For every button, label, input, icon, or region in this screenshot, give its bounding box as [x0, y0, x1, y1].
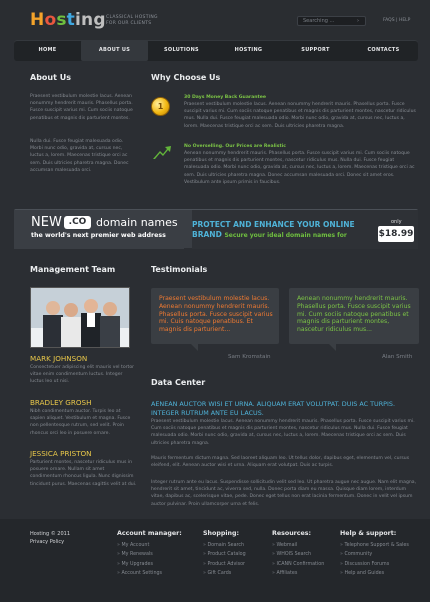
why-title: Why Choose Us	[151, 73, 221, 82]
logo[interactable]: Hosting	[30, 10, 106, 30]
datacenter-heading: AENEAN AUCTOR WISI ET URNA. ALIQUAM ERAT VOLUTPAT. DUIS AC TURPIS. INTEGER RUTRUM ANTE EU LACUS.	[151, 400, 395, 417]
datacenter-paragraph-2: Mauris fermentum dictum magna. Sed laoreet aliquam leo. Ut tellus dolor, dapibus eget, elementum vel, cursus eleifend, elit. Aenean auctor wisi et urna. Aliquam erat volutpat. Duis ac turpis.	[151, 456, 410, 469]
banner-price[interactable]: $18.99	[378, 226, 414, 242]
footer-link[interactable]: » Account Settings	[117, 569, 182, 578]
footer-col-account	[117, 530, 182, 578]
banner-protect: PROTECT AND ENHANCE YOUR ONLINE	[192, 220, 355, 229]
why-item1-text: Praesent vestibulum molestie lacus. Aenean nonummy hendrerit mauris. Phasellus porta. Fusce suscipit varius mi. Cum sociis natoque penatibus et magnis dis parturient montes, nascetur ridiculus mus. Nulla dui. Fusce feugiat malesuada odio. Morbi nunc odio, gravida at, cursus nec, luctus a, lorem. Maecenas tristique orci ac sem. Duis ultricies pharetra magna.	[184, 102, 416, 129]
datacenter-title: Data Center	[151, 378, 206, 387]
member-name-3[interactable]: JESSICA PRISTON	[30, 449, 92, 458]
banner-co-logo: .CO	[64, 216, 91, 229]
testimonial-2-tail	[329, 344, 336, 351]
footer-copy: Hosting © 2011	[30, 531, 71, 537]
banner-brand-word: BRAND	[192, 230, 222, 239]
tagline-line-2: FOR OUR CLIENTS	[106, 20, 152, 26]
datacenter-paragraph-1: Praesent vestibulum molestie lacus. Aenean nonummy hendrerit mauris. Phasellus porta. Fusce suscipit varius mi. Cum sociis natoque penatibus et magnis dis parturient montes, nascetur ridiculus mus. Nulla dui. Fusce feugiat malesuada odio. Morbi nunc odio, gravida at, cursus nec, luctus a, lorem. Maecenas tristique orci ac sem. Duis ultricies pharetra magna.	[151, 419, 415, 446]
footer-link[interactable]: » Help and Guides	[340, 569, 409, 578]
tagline	[106, 15, 158, 26]
testimonial-1-text: Praesent vestibulum molestie lacus. Aenean nonummy hendrerit mauris. Phasellus porta. Fusce suscipit varius mi. Cuis natoque penatibus. Et magnis dis parturient...	[159, 295, 273, 334]
footer-link[interactable]: » Discussion Forums	[340, 560, 409, 569]
nav-about-us[interactable]: ABOUT US	[81, 40, 148, 61]
footer-link[interactable]: » Telephone Support & Sales	[340, 541, 409, 550]
top-links[interactable]: FAQS | HELP	[383, 18, 411, 23]
footer-link[interactable]: » Domain Search	[203, 541, 246, 550]
main-nav	[14, 40, 418, 61]
banner-new: NEW	[31, 215, 62, 230]
search-input[interactable]	[297, 16, 366, 26]
footer-link[interactable]: » My Renewals	[117, 550, 182, 559]
footer-col-title: Resources:	[272, 530, 312, 537]
testimonial-1-author: Sam Kromstain	[228, 354, 271, 360]
tagline-line-1: CLASSICAL HOSTING	[106, 15, 158, 20]
banner-only: only	[391, 219, 402, 225]
footer-col-help	[340, 530, 409, 578]
banner-subtitle: the world's next premier web address	[31, 232, 166, 239]
nav-home[interactable]: HOME	[38, 47, 57, 53]
footer-link[interactable]: » My Upgrades	[117, 560, 182, 569]
footer-col-title: Shopping:	[203, 530, 240, 537]
member-text-2: Nibh condimentum auctor. Turpis leo at sapien aliquet. Vestibulum et magna. Fusce non pellentesque rutrum, sed velit. Proin rhoncus orci leo in posuere ornare.	[30, 409, 131, 436]
datacenter-paragraph-3: Integer rutrum ante eu lacus. Suspendisse sollicitudin velit sed leo. Ut pharetra augue nec augue. Nam elit magna, hendrerit sit amet, tincidunt ac, viverra sed, nulla. Donec porta diam eu massa. Quisque diam lorem, interdum vitae, dapibus ac, scelerisque vitae, pede. Donec eget tellus non erat lacinia fermentum. Donec in velit vel ipsum auctor pulvinar. Proin ullamcorper urna et felis.	[151, 480, 417, 507]
member-name-2[interactable]: BRADLEY GROSH	[30, 398, 92, 407]
member-text-1: Consectetuer adipiscing elit mauris vel tortor vitae enim condimentum luctus. Integer luctus leo ut nisi.	[30, 365, 135, 385]
banner-brand-sub: Secure your ideal domain names for	[224, 232, 347, 239]
money-coin-icon: 1	[151, 97, 170, 116]
testimonial-1-tail	[191, 344, 198, 351]
testimonial-2-author: Alan Smith	[382, 354, 413, 360]
banner-domain-names: domain names	[96, 216, 178, 229]
nav-hosting[interactable]: HOSTING	[234, 47, 263, 53]
nav-solutions[interactable]: SOLUTIONS	[164, 47, 199, 53]
team-title: Management Team	[30, 265, 116, 274]
testimonial-2	[289, 288, 419, 344]
member-text-3: Parturient montes, nascetur ridiculus mus in posuere ornare. Nullam sit amet condimentum rhoncus ligula. Nunc dignissim tincidunt purus. Maecenas sagittis velit at dui.	[30, 460, 137, 487]
footer-col-shopping	[203, 530, 246, 578]
about-paragraph-2: Nulla dui. Fusce feugiat malesuada odio. Morbi nunc odio, gravida at, cursus nec, luctus a, lorem. Maecenas tristique orci ac sem. Duis ultricies pharetra magna. Donec accumsan malesuada orci.	[30, 139, 129, 173]
footer-col-title: Account manager:	[117, 530, 182, 537]
about-paragraph-1: Praesent vestibulum molestie lacus. Aenean nonummy hendrerit mauris. Phasellus porta. Fusce suscipit varius mi. Cum sociis natoque penatibus et magnis dis parturient montes.	[30, 94, 133, 121]
footer-col-title: Help & support:	[340, 530, 397, 537]
testimonial-2-text: Aenean nonummy hendrerit mauris. Phasellus porta. Fusce suscipit varius mi. Cum sociis natoque penatibus et magnis dis parturient montes, nascetur ridiculus mus...	[297, 295, 411, 334]
footer-link[interactable]: » Affiliates	[272, 569, 324, 578]
search-placeholder: Searching ...	[303, 18, 335, 24]
header	[0, 0, 430, 40]
banner-brand	[192, 230, 347, 239]
footer-link[interactable]: » Product Catalog	[203, 550, 246, 559]
nav-contacts[interactable]: CONTACTS	[367, 47, 400, 53]
team-photo	[30, 287, 130, 348]
why-item1-title: 30 Days Money Back Guarantee	[184, 95, 266, 100]
footer-link[interactable]: » My Account	[117, 541, 182, 550]
footer-link[interactable]: » ICANN Confirmation	[272, 560, 324, 569]
banner-arrow	[182, 210, 192, 248]
footer-col-resources	[272, 530, 324, 578]
testimonials-title: Testimonials	[151, 265, 208, 274]
footer-copyright	[30, 530, 70, 546]
about-title: About Us	[30, 73, 71, 82]
why-item2-text: Aenean nonummy hendrerit mauris. Phasellus porta. Fusce suscipit varius mi. Cum sociis natoque penatibus et magnis dis parturient montes, nascetur ridiculus mus. Nulla dui. Fusce feugiat malesuada odio. Morbi nunc odio, gravida at, cursus nec, luctus a, lorem. Maecenas tristique orci ac sem. Duis ultricies pharetra magna. Donec accumsan malesuada orci. Donec sit amet eros. Vestibulum ante ipsum primis in faucibus.	[184, 151, 415, 185]
team-people-image	[31, 288, 130, 348]
footer-privacy-link[interactable]: Privacy Policy	[30, 539, 65, 545]
footer-link[interactable]: » Community	[340, 550, 409, 559]
footer-link[interactable]: » Product Advisor	[203, 560, 246, 569]
member-name-1[interactable]: MARK JOHNSON	[30, 354, 88, 363]
growth-arrow-icon	[152, 145, 171, 160]
why-item2-title: No Overselling. Our Prices are Realistic	[184, 144, 286, 149]
footer-link[interactable]: » Webmail	[272, 541, 324, 550]
footer-link[interactable]: » WHOIS Search	[272, 550, 324, 559]
nav-support[interactable]: SUPPORT	[301, 47, 330, 53]
testimonial-1	[151, 288, 279, 344]
search-go-icon[interactable]: ›	[357, 18, 359, 24]
footer-link[interactable]: » Gift Cards	[203, 569, 246, 578]
